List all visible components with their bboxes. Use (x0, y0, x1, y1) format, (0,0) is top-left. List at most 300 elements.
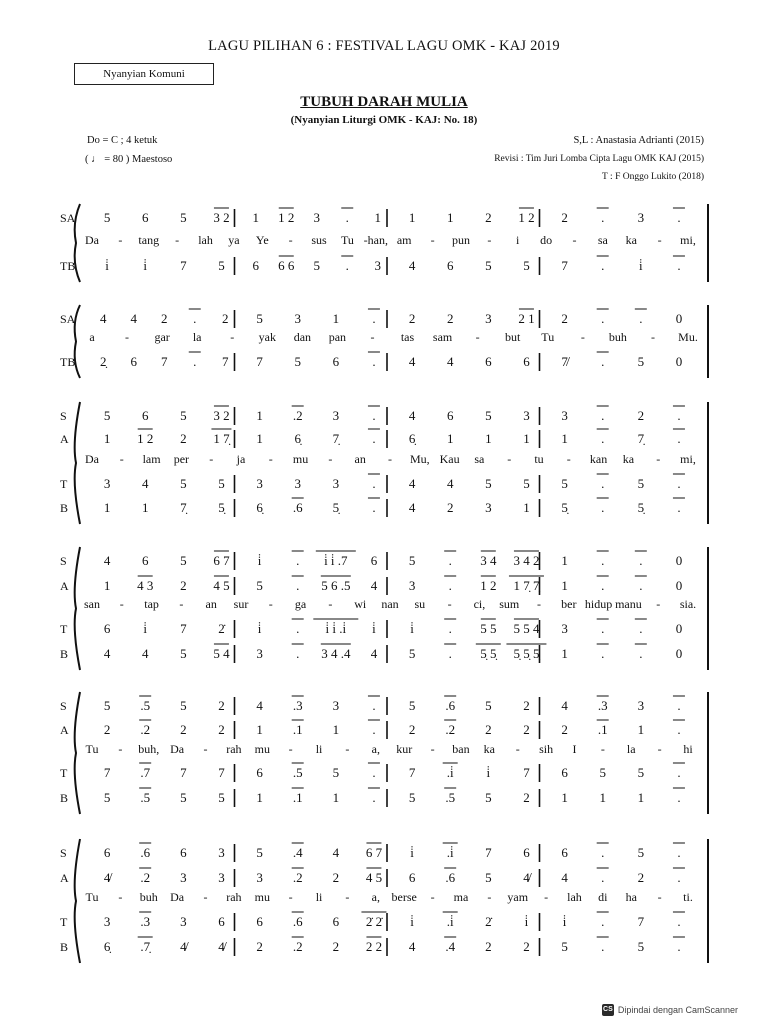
lyric-syllable: - (209, 452, 214, 466)
scanner-watermark (602, 1004, 738, 1016)
voice-label: T (60, 477, 68, 491)
note-beat: 4 (332, 845, 340, 860)
note-beat: 3 4 2 (513, 553, 540, 568)
note-beat: 5 (180, 790, 187, 805)
note-beat: 5 (103, 210, 111, 225)
note-beat: . (372, 476, 376, 491)
lyric-syllable: sum (499, 597, 520, 611)
voice-label: A (60, 723, 69, 737)
note-beat: 5 (485, 258, 492, 273)
voice-label: B (60, 791, 69, 805)
note-beat: .6 (140, 845, 151, 860)
note-beat: 2 (180, 578, 187, 593)
note-beat: .5 (140, 790, 151, 805)
note-beat: 5 (637, 354, 645, 369)
note-beat: 6 (561, 765, 568, 780)
lyric-syllable: sam (432, 330, 453, 344)
lyric-syllable: - (537, 597, 541, 611)
note-beat: 6 (180, 845, 187, 860)
note-beat: 2 (180, 722, 187, 737)
lyric-syllable: Da (170, 742, 185, 756)
note-beat: 5 (561, 476, 568, 491)
lyric-syllable: - (657, 890, 662, 904)
lyric-syllable: ka (483, 742, 495, 756)
lyric-syllable: tu (534, 452, 544, 466)
system-bracket (75, 204, 80, 282)
voice-label: A (60, 432, 69, 446)
note-beat: 1 (599, 790, 606, 805)
note-beat: 3 (103, 476, 111, 491)
lyric-syllable: - (656, 452, 661, 466)
lyric-syllable: Da (85, 233, 99, 247)
note-beat: 6 (332, 914, 340, 929)
note-beat: . (639, 621, 643, 636)
note-beat: 1 (561, 431, 568, 446)
song-title: TUBUH DARAH MULIA (300, 94, 468, 110)
note-beat: . (601, 914, 605, 929)
note-beat: 1 (374, 210, 381, 225)
note-beat: 6 (130, 354, 137, 369)
lyric-syllable: - (118, 890, 123, 904)
note-beat: 4 (103, 646, 111, 661)
note-beat: 3 (561, 621, 568, 636)
lyric-syllable: i (516, 233, 520, 247)
note-beat: . (448, 553, 452, 568)
lyric-syllable: la (192, 330, 202, 344)
note-beat: 5 (637, 476, 645, 491)
note-beat: i̇ i̇ .i̇ (325, 621, 347, 636)
lyric-syllable: - (544, 890, 549, 904)
lyric-syllable: nan (381, 597, 399, 611)
note-beat: .1 (292, 790, 303, 805)
lyric-syllable: Da (170, 890, 185, 904)
voice-label: TB (60, 355, 76, 369)
note-beat: 5 (313, 258, 320, 273)
note-beat: 1 (561, 790, 568, 805)
note-beat: 3 (332, 698, 340, 713)
voice-label: S (60, 846, 67, 860)
note-beat: 3 (637, 698, 645, 713)
lyric-syllable: - (572, 233, 577, 247)
note-beat: i̇ (143, 258, 147, 273)
note-beat: 5 (332, 765, 340, 780)
note-beat: 2 (523, 722, 530, 737)
note-beat: 5 (599, 765, 606, 780)
note-beat: 3 (294, 311, 301, 326)
note-beat: 4̸ (523, 870, 530, 885)
note-beat: . (193, 354, 197, 369)
note-beat: 3 (256, 476, 263, 491)
song-subtitle: (Nyanyian Liturgi OMK - KAJ: No. 18) (290, 114, 478, 126)
note-beat: 5 (408, 553, 416, 568)
note-beat: 5 (637, 845, 645, 860)
lyric-syllable: - (288, 890, 293, 904)
note-beat: 5 (180, 210, 187, 225)
note-beat: 4 5 (213, 578, 230, 593)
lyric-syllable: - (328, 452, 333, 466)
note-beat: i̇ (143, 621, 147, 636)
lyric-syllable: am (396, 233, 412, 247)
note-beat: 7̣ (332, 431, 340, 446)
note-beat: . (601, 210, 605, 225)
note-beat: . (372, 698, 376, 713)
note-beat: . (601, 258, 605, 273)
note-beat: 5 (256, 311, 263, 326)
lyric-syllable: Mu, (409, 452, 430, 466)
lyric-syllable: an (354, 452, 366, 466)
note-beat: 1 (332, 722, 340, 737)
note-beat: 2 (218, 698, 225, 713)
note-beat: 6 (370, 553, 378, 568)
voice-label: S (60, 554, 67, 568)
note-beat: 4 (408, 500, 416, 515)
lyric-syllable: - (580, 330, 585, 344)
lyric-syllable: - (288, 742, 293, 756)
lyric-syllable: - (125, 330, 130, 344)
note-beat: 7 (218, 765, 225, 780)
note-beat: 7̣ (637, 431, 645, 446)
system-bracket (75, 305, 80, 378)
note-beat: 5 5 (480, 621, 497, 636)
lyric-syllable: Mu. (678, 330, 698, 344)
note-beat: 6 (256, 765, 263, 780)
note-beat: .2 (292, 870, 303, 885)
note-beat: .2 (292, 408, 303, 423)
note-beat: 6 (485, 354, 492, 369)
note-beat: .6 (292, 500, 303, 515)
lyric-syllable: - (179, 597, 184, 611)
note-beat: 6 (103, 621, 111, 636)
note-beat: 1 (637, 790, 645, 805)
note-beat: 5 (408, 698, 416, 713)
voice-label: SA (60, 211, 76, 225)
lyric-syllable: lah (198, 233, 213, 247)
note-beat: 1 (561, 553, 568, 568)
translator-credit: T : F Onggo Lukito (2018) (602, 172, 704, 182)
note-beat: 6̣ (294, 431, 301, 446)
note-beat: . (601, 870, 605, 885)
note-beat: 5 (637, 765, 645, 780)
note-beat: 2 (408, 311, 416, 326)
note-beat: 6 (446, 258, 454, 273)
lyric-syllable: mi, (680, 452, 696, 466)
category-box: Nyanyian Komuni (74, 63, 214, 85)
lyric-syllable: la (626, 742, 636, 756)
note-beat: 2̇ (485, 914, 492, 929)
note-beat: 5 (485, 790, 492, 805)
note-beat: 5 (180, 408, 187, 423)
camscanner-icon: CS (602, 1004, 614, 1016)
note-beat: 2 (332, 870, 340, 885)
note-beat: 7 (180, 765, 187, 780)
note-beat: 6 (523, 354, 530, 369)
note-beat: .7 (140, 765, 151, 780)
note-beat: 5 (218, 790, 225, 805)
note-beat: 4 (256, 698, 263, 713)
lyric-syllable: Da (85, 452, 99, 466)
note-beat: 1 2 (137, 431, 154, 446)
lyric-syllable: ga (294, 597, 307, 611)
lyric-syllable: - (345, 890, 350, 904)
note-beat: 2 (637, 408, 645, 423)
lyric-syllable: - (203, 890, 208, 904)
note-beat: 2 (561, 210, 568, 225)
note-beat: 4 (561, 870, 568, 885)
note-beat: 3 (256, 870, 263, 885)
note-beat: 3 (180, 870, 187, 885)
note-beat: .2 (292, 939, 303, 954)
lyric-syllable: Tu (340, 233, 354, 247)
note-beat: 7 (256, 354, 263, 369)
note-beat: 3 (180, 914, 187, 929)
note-beat: 1 2 (278, 210, 295, 225)
note-beat: . (677, 210, 681, 225)
lyric-syllable: tas (400, 330, 415, 344)
note-beat: . (372, 500, 376, 515)
note-beat: .6 (445, 698, 456, 713)
note-beat: . (639, 646, 643, 661)
note-beat: .1 (292, 722, 303, 737)
note-beat: 4 (446, 476, 454, 491)
note-beat: 2 (637, 870, 645, 885)
lyric-syllable: kur (396, 742, 413, 756)
voice-label: A (60, 871, 69, 885)
note-beat: . (601, 939, 605, 954)
note-beat: .2 (445, 722, 456, 737)
lyric-syllable: kan (589, 452, 608, 466)
note-beat: 2 (408, 722, 416, 737)
lyric-syllable: sa (474, 452, 485, 466)
note-beat: 3 2 (213, 408, 230, 423)
lyric-syllable: wi (354, 597, 367, 611)
note-beat: 3 (523, 408, 530, 423)
lyric-syllable: a (89, 330, 95, 344)
note-beat: 7 (103, 765, 111, 780)
lyric-syllable: ja (236, 452, 246, 466)
note-beat: 2 (485, 722, 492, 737)
lyric-syllable: - (268, 597, 273, 611)
composer-credit: S,L : Anastasia Adrianti (2015) (573, 135, 704, 146)
lyric-syllable: - (388, 452, 392, 466)
lyric-syllable: - (566, 452, 571, 466)
note-beat: 1 (252, 210, 259, 225)
lyric-syllable: li (315, 890, 323, 904)
note-beat: .i̇ (446, 914, 454, 929)
note-beat: 1 (332, 311, 340, 326)
note-beat: 1 (256, 790, 263, 805)
note-beat: 7̸ (561, 354, 568, 369)
note-beat: 5 (294, 354, 301, 369)
note-beat: 6 (141, 553, 149, 568)
note-beat: 2 1 (518, 311, 535, 326)
note-beat: 5̣ 5̣ 5̣ (513, 646, 540, 661)
note-beat: i̇ (486, 765, 491, 780)
note-beat: .6 (445, 870, 456, 885)
note-beat: .5 (445, 790, 456, 805)
lyric-syllable: Tu (85, 890, 99, 904)
note-beat: 4 (446, 354, 454, 369)
voice-label: S (60, 409, 67, 423)
note-beat: 4 (141, 476, 149, 491)
lyric-syllable: yam (507, 890, 529, 904)
note-beat: 3 (332, 408, 340, 423)
note-beat: 1 7̣ 7̣ (513, 578, 540, 593)
note-beat: 6 7 (213, 553, 230, 568)
voice-label: T (60, 766, 68, 780)
note-beat: 6 (561, 845, 568, 860)
lyric-syllable: an (205, 597, 217, 611)
voice-label: SA (60, 312, 76, 326)
note-beat: 4 (561, 698, 568, 713)
lyric-syllable: mu (254, 890, 270, 904)
voice-label: B (60, 647, 69, 661)
lyric-syllable: I (572, 742, 577, 756)
note-beat: i̇ (524, 914, 529, 929)
note-beat: 6̣ (256, 500, 263, 515)
note-beat: 2 2 (365, 939, 383, 954)
note-beat: 7 (180, 621, 187, 636)
lyric-syllable: rah (226, 742, 242, 756)
note-beat: 3 2 (213, 210, 230, 225)
lyric-syllable: sus (311, 233, 327, 247)
note-beat: 1 7̣ (213, 431, 230, 446)
lyric-syllable: Ye (255, 233, 269, 247)
note-beat: 3 (485, 500, 492, 515)
note-beat: 2 (485, 210, 492, 225)
note-beat: 1 (103, 431, 111, 446)
note-beat: . (296, 578, 300, 593)
note-beat: 2 (256, 939, 263, 954)
note-beat: . (448, 646, 452, 661)
note-beat: .1 (597, 722, 608, 737)
note-beat: 5 (408, 646, 416, 661)
note-beat: .3 (292, 698, 303, 713)
note-beat: . (448, 621, 452, 636)
note-beat: . (639, 578, 643, 593)
note-beat: . (601, 578, 605, 593)
note-beat: 5 (218, 476, 225, 491)
note-beat: . (677, 765, 681, 780)
note-beat: 2̇ (218, 621, 225, 636)
note-beat: . (372, 311, 376, 326)
lyric-syllable: - (328, 597, 333, 611)
lyric-syllable: ka (622, 452, 635, 466)
note-beat: 4 (408, 258, 416, 273)
note-beat: 6 (252, 258, 259, 273)
note-beat: .3 (597, 698, 608, 713)
note-beat: 5 (485, 408, 492, 423)
note-beat: 5 (180, 476, 187, 491)
note-beat: i̇ (105, 258, 109, 273)
lyric-syllable: - (119, 452, 124, 466)
voice-label: S (60, 699, 67, 713)
note-beat: . (677, 845, 681, 860)
note-beat: . (677, 722, 681, 737)
lyric-syllable: a, (371, 890, 380, 904)
note-beat: . (372, 765, 376, 780)
note-beat: 3 (374, 258, 381, 273)
note-beat: 6 (103, 845, 111, 860)
lyric-syllable: Kau (439, 452, 460, 466)
note-beat: 4̸ (180, 939, 187, 954)
lyric-syllable: ya (228, 233, 240, 247)
note-beat: .4 (292, 845, 303, 860)
lyric-syllable: sia. (679, 597, 697, 611)
note-beat: 2 (523, 790, 530, 805)
note-beat: 6 (408, 870, 416, 885)
note-beat: 4 (100, 311, 107, 326)
lyric-syllable: ti. (683, 890, 693, 904)
note-beat: . (193, 311, 197, 326)
note-beat: 6 (141, 408, 149, 423)
lyric-syllable: - (175, 233, 180, 247)
lyric-syllable: ma (453, 890, 469, 904)
lyric-syllable: - (657, 742, 662, 756)
page-header-title: LAGU PILIHAN 6 : FESTIVAL LAGU OMK - KAJ 2019 (208, 38, 560, 54)
lyric-syllable: do (540, 233, 553, 247)
note-beat: . (601, 500, 605, 515)
note-beat: .6 (292, 914, 303, 929)
note-beat: . (601, 311, 605, 326)
note-beat: 1 (256, 408, 263, 423)
note-beat: 4 (408, 476, 416, 491)
note-beat: . (677, 258, 681, 273)
note-beat: 7 (161, 354, 168, 369)
lyric-syllable: but (505, 330, 521, 344)
lyric-syllable: - (430, 233, 435, 247)
note-beat: 7 (523, 765, 530, 780)
note-beat: 5 (180, 646, 187, 661)
note-beat: 2 (446, 311, 454, 326)
note-beat: . (677, 914, 681, 929)
lyric-syllable: - (650, 330, 655, 344)
lyric-syllable: - (203, 742, 208, 756)
note-beat: 2 (561, 722, 568, 737)
note-beat: . (372, 354, 376, 369)
lyric-syllable: manu (615, 597, 642, 611)
note-beat: . (677, 431, 681, 446)
lyric-syllable: hi (683, 742, 693, 756)
note-beat: i̇ (410, 845, 414, 860)
lyric-syllable: - (230, 330, 235, 344)
key-signature: Do = C ; 4 ketuk (87, 135, 158, 146)
note-beat: 6 6 (278, 258, 295, 273)
lyric-syllable: - (118, 233, 123, 247)
note-beat: 2 (561, 311, 568, 326)
lyric-syllable: Tu (85, 742, 99, 756)
lyric-syllable: - (515, 742, 520, 756)
lyric-syllable: - (475, 330, 480, 344)
note-beat: . (296, 646, 300, 661)
note-beat: . (372, 408, 376, 423)
note-beat: 4 (141, 646, 149, 661)
lyric-syllable: ka (625, 233, 637, 247)
note-beat: 0 (675, 354, 683, 369)
note-beat: 5̣ (637, 500, 645, 515)
revision-credit: Revisi : Tim Juri Lomba Cipta Lagu OMK KAJ (2015) (494, 154, 704, 164)
note-beat: 3 4 (480, 553, 497, 568)
lyric-syllable: sa (597, 233, 608, 247)
note-beat: 1 (561, 578, 568, 593)
note-beat: . (677, 698, 681, 713)
note-beat: . (345, 258, 349, 273)
note-beat: 7 (222, 354, 229, 369)
note-beat: . (296, 621, 300, 636)
lyric-syllable: pun (451, 233, 470, 247)
lyric-syllable: - (657, 233, 662, 247)
note-beat: . (372, 790, 376, 805)
lyric-syllable: yak (258, 330, 276, 344)
